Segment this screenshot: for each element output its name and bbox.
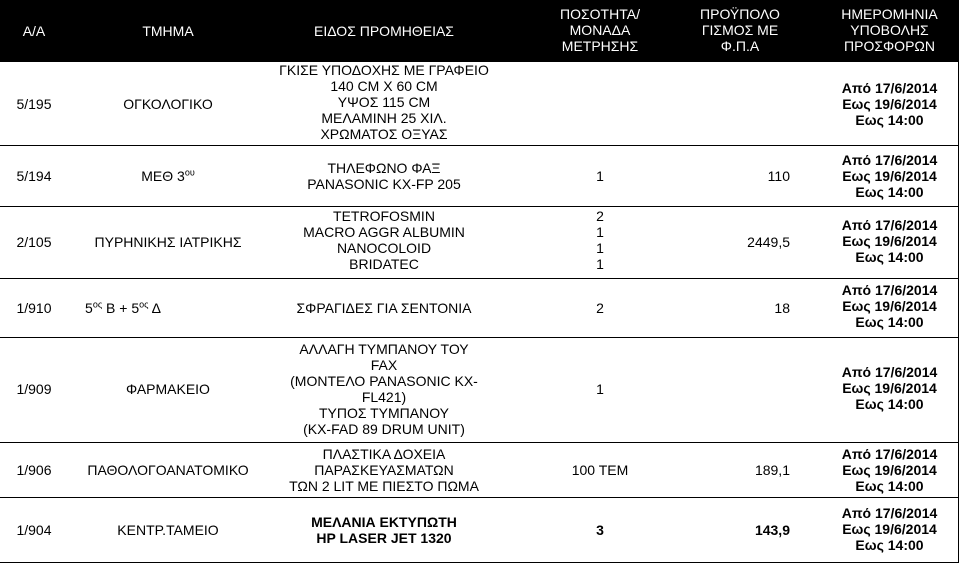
row-aa: 1/904 xyxy=(16,522,52,538)
row-budget: 189,1 xyxy=(754,462,790,478)
row-department: ΟΓΚΟΛΟΓΙΚΟ xyxy=(123,96,213,112)
row-date: Από 17/6/2014 Εως 19/6/2014 Εως 14:00 xyxy=(841,446,938,494)
row-quantity: 2 1 1 1 xyxy=(596,208,604,272)
row-aa: 5/195 xyxy=(16,96,52,112)
row-aa: 2/105 xyxy=(16,234,52,250)
row-budget: 18 xyxy=(774,300,790,316)
row-budget: 2449,5 xyxy=(747,234,790,250)
header-submission-date: ΗΜΕΡΟΜΗΝΙΑ ΥΠΟΒΟΛΗΣ ΠΡΟΣΦΟΡΩΝ xyxy=(841,6,938,54)
row-department: ΦΑΡΜΑΚΕΙΟ xyxy=(126,381,210,397)
row-divider xyxy=(0,206,959,207)
header-department: ΤΜΗΜΑ xyxy=(142,23,194,39)
row-aa: 1/909 xyxy=(16,381,52,397)
row-divider xyxy=(0,145,959,146)
row-date: Από 17/6/2014 Εως 19/6/2014 Εως 14:00 xyxy=(841,364,938,412)
row-item: ΓΚΙΣΕ ΥΠΟΔΟΧΗΣ ΜΕ ΓΡΑΦΕΙΟ 140 CM X 60 CM ΥΨΟΣ 115 CM ΜΕΛΑΜΙΝΗ 25 ΧΙΛ. ΧΡΩΜΑΤΟΣ ΟΞΥΑΣ xyxy=(279,62,489,142)
header-budget: ΠΡΟΫΠΟΛΟ ΓΙΣΜΟΣ ΜΕ Φ.Π.Α xyxy=(700,6,780,54)
row-date: Από 17/6/2014 Εως 19/6/2014 Εως 14:00 xyxy=(841,217,938,265)
header-item: ΕΙΔΟΣ ΠΡΟΜΗΘΕΙΑΣ xyxy=(314,23,454,39)
row-divider xyxy=(0,337,959,338)
row-item: ΑΛΛΑΓΗ ΤΥΜΠΑΝΟΥ ΤΟΥ FAX (ΜΟΝΤΕΛΟ PANASONIC KX- FL421) ΤΥΠΟΣ ΤΥΜΠΑΝΟΥ (KX-FAD 89 DRUM UNIT) xyxy=(290,341,478,437)
row-department: $5^{o\varsigma}$ $B + 5^{o\varsigma}$ Δ xyxy=(85,299,161,316)
row-quantity: 100 ΤΕΜ xyxy=(571,462,629,478)
row-date: Από 17/6/2014 Εως 19/6/2014 Εως 14:00 xyxy=(841,80,938,128)
row-quantity: 1 xyxy=(596,168,604,184)
row-aa: 5/194 xyxy=(16,168,52,184)
row-divider xyxy=(0,442,959,443)
row-item: ΠΛΑΣΤΙΚΑ ΔΟΧΕΙΑ ΠΑΡΑΣΚΕΥΑΣΜΑΤΩΝ ΤΩΝ 2 LIT ΜΕ ΠΙΕΣΤΟ ΠΩΜΑ xyxy=(289,446,479,494)
header-aa: Α/Α xyxy=(22,23,46,39)
row-aa: 1/906 xyxy=(16,462,52,478)
row-quantity: 3 xyxy=(596,522,604,538)
row-item: ΣΦΡΑΓΙΔΕΣ ΓΙΑ ΣΕΝΤΟΝΙΑ xyxy=(296,300,472,316)
row-divider xyxy=(0,497,959,498)
row-budget: 110 xyxy=(767,168,790,184)
header-quantity: ΠΟΣΟΤΗΤΑ/ ΜΟΝΑΔΑ ΜΕΤΡΗΣΗΣ xyxy=(560,6,640,54)
row-divider xyxy=(0,278,959,279)
row-quantity: 1 xyxy=(596,381,604,397)
row-item: ΤΗΛΕΦΩΝΟ ΦΑΞ PANASONIC KX-FP 205 xyxy=(307,160,461,192)
row-item: TETROFOSMIN MACRO AGGR ALBUMIN NANOCOLOID BRIDATEC xyxy=(303,208,465,272)
row-item: ΜΕΛΑΝΙΑ ΕΚΤΥΠΩΤΗ HP LASER JET 1320 xyxy=(311,514,457,546)
row-department: ΜΕΘ $3^{o\upsilon}$ xyxy=(141,167,195,184)
row-date: Από 17/6/2014 Εως 19/6/2014 Εως 14:00 xyxy=(841,282,938,330)
row-department: ΚΕΝΤΡ.ΤΑΜΕΙΟ xyxy=(117,522,219,538)
row-date: Από 17/6/2014 Εως 19/6/2014 Εως 14:00 xyxy=(841,152,938,200)
row-date: Από 17/6/2014 Εως 19/6/2014 Εως 14:00 xyxy=(841,505,938,553)
row-department: ΠΑΘΟΛΟΓΟΑΝΑΤΟΜΙΚΟ xyxy=(87,462,249,478)
row-budget: 143,9 xyxy=(754,522,790,538)
row-department: ΠΥΡΗΝΙΚΗΣ ΙΑΤΡΙΚΗΣ xyxy=(94,234,242,250)
row-quantity: 2 xyxy=(596,300,604,316)
row-divider xyxy=(0,562,959,563)
row-aa: 1/910 xyxy=(16,300,52,316)
